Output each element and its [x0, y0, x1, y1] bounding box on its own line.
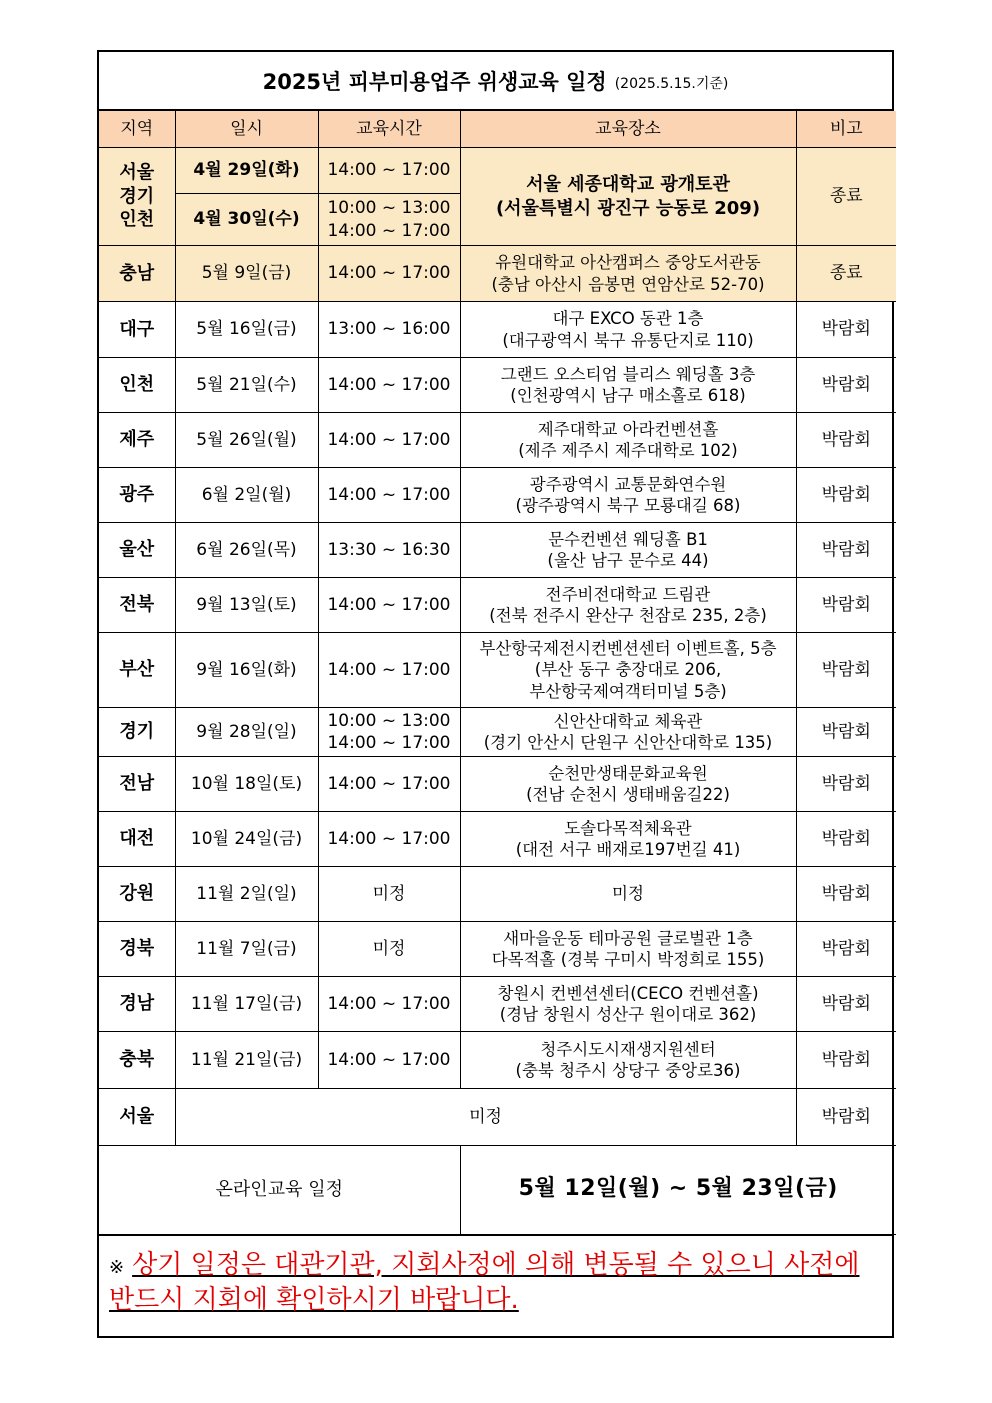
- region-line: 서울: [119, 162, 155, 184]
- venue-line: 문수컨벤션 웨딩홀 B1: [548, 529, 708, 549]
- region-cell: 광주: [99, 468, 175, 523]
- table-row: [99, 413, 896, 468]
- venue-line: (대구광역시 북구 유통단지로 110): [502, 330, 754, 350]
- venue-cell: [460, 977, 796, 1032]
- time-cell: 14:00 ~ 17:00: [318, 812, 460, 867]
- venue-line: (전북 전주시 완산구 천잠로 235, 2층): [489, 606, 767, 625]
- header-date: 일시: [175, 111, 318, 148]
- note-cell: 종료: [796, 148, 896, 246]
- venue-cell: [460, 708, 796, 757]
- date-cell: 6월 26일(목): [175, 523, 318, 578]
- region-cell: 충북: [99, 1032, 175, 1089]
- date-cell: 11월 2일(일): [175, 867, 318, 922]
- note-cell: 박람회: [796, 358, 896, 413]
- venue-cell: [460, 922, 796, 977]
- date-cell: 4월 30일(수): [175, 194, 318, 246]
- table-row: [99, 708, 896, 757]
- table-row: [99, 302, 896, 358]
- table-row: [99, 358, 896, 413]
- venue-line: 부산항국제전시컨벤션센터 이벤트홀, 5층: [479, 638, 777, 658]
- as-of-date: (2025.5.15.기준): [614, 75, 729, 92]
- time-cell: 13:00 ~ 16:00: [318, 302, 460, 358]
- table-row: [99, 1032, 896, 1089]
- region-cell: 강원: [99, 867, 175, 922]
- venue-cell: [460, 413, 796, 468]
- region-cell: 제주: [99, 413, 175, 468]
- note-cell: 박람회: [796, 867, 896, 922]
- region-cell: 충남: [99, 246, 175, 302]
- region-cell: 인천: [99, 358, 175, 413]
- time-cell: [318, 194, 460, 246]
- date-cell: 11월 7일(금): [175, 922, 318, 977]
- note-cell: 박람회: [796, 977, 896, 1032]
- time-line: 14:00 ~ 17:00: [327, 220, 451, 241]
- table-row-done-1: [99, 148, 896, 194]
- time-cell: 14:00 ~ 17:00: [318, 977, 460, 1032]
- online-row: [99, 1145, 896, 1234]
- venue-line: (경기 안산시 단원구 신안산대학로 135): [483, 733, 773, 752]
- venue-line: 부산항국제여객터미널 5층): [529, 681, 727, 701]
- notice-mark: ※: [109, 1256, 125, 1278]
- table-row: [99, 867, 896, 922]
- table-row-chungnam: [99, 246, 896, 302]
- note-cell: 박람회: [796, 1032, 896, 1089]
- venue-line: (대전 서구 배재로197번길 41): [515, 840, 741, 859]
- table-row: [99, 523, 896, 578]
- date-cell: 5월 9일(금): [175, 246, 318, 302]
- region-cell: 전남: [99, 757, 175, 812]
- online-label: 온라인교육 일정: [99, 1145, 460, 1234]
- region-line: 경기: [119, 185, 155, 207]
- region-cell: 대구: [99, 302, 175, 358]
- time-line: 10:00 ~ 13:00: [327, 198, 451, 219]
- table-row: [99, 922, 896, 977]
- venue-cell: [460, 302, 796, 358]
- region-cell: 울산: [99, 523, 175, 578]
- venue-line: 새마을운동 테마공원 글로벌관 1층: [503, 928, 753, 948]
- region-line: 인천: [119, 209, 155, 231]
- region-cell: 부산: [99, 633, 175, 708]
- region-cell: 경남: [99, 977, 175, 1032]
- time-cell: 14:00 ~ 17:00: [318, 358, 460, 413]
- date-cell: 9월 28일(일): [175, 708, 318, 757]
- table-row: [99, 633, 896, 708]
- region-cell: [99, 148, 175, 246]
- date-cell: 10월 24일(금): [175, 812, 318, 867]
- date-cell: 5월 26일(월): [175, 413, 318, 468]
- region-cell: 전북: [99, 578, 175, 633]
- table-row: [99, 977, 896, 1032]
- table-row-seoul: [99, 1089, 896, 1145]
- venue-line: (충남 아산시 음봉면 연암산로 52-70): [491, 274, 765, 294]
- venue-cell: [460, 1032, 796, 1089]
- time-cell: 14:00 ~ 17:00: [318, 578, 460, 633]
- venue-line: 도솔다목적체육관: [564, 818, 692, 838]
- venue-line: (울산 남구 문수로 44): [547, 551, 709, 570]
- note-cell: 박람회: [796, 413, 896, 468]
- tbd-cell: 미정: [175, 1089, 796, 1145]
- date-cell: 10월 18일(토): [175, 757, 318, 812]
- time-cell: 미정: [318, 922, 460, 977]
- note-cell: 박람회: [796, 468, 896, 523]
- venue-line: 광주광역시 교통문화연수원: [529, 474, 727, 494]
- time-cell: 14:00 ~ 17:00: [318, 468, 460, 523]
- date-cell: 4월 29일(화): [175, 148, 318, 194]
- venue-cell: [460, 246, 796, 302]
- venue-line: 그랜드 오스티엄 블리스 웨딩홀 3층: [500, 364, 756, 384]
- venue-cell: [460, 468, 796, 523]
- title-bar: [99, 52, 892, 111]
- date-cell: 11월 17일(금): [175, 977, 318, 1032]
- date-cell: 5월 16일(금): [175, 302, 318, 358]
- note-cell: 박람회: [796, 812, 896, 867]
- header-region: 지역: [99, 111, 175, 148]
- time-cell: 미정: [318, 867, 460, 922]
- table-row: [99, 578, 896, 633]
- venue-cell: [460, 358, 796, 413]
- venue-line: (제주 제주시 제주대학로 102): [518, 441, 738, 460]
- date-cell: 9월 16일(화): [175, 633, 318, 708]
- time-cell: 14:00 ~ 17:00: [318, 633, 460, 708]
- venue-line: 전주비전대학교 드림관: [545, 584, 711, 604]
- header-row: [99, 111, 896, 148]
- date-cell: 6월 2일(월): [175, 468, 318, 523]
- note-cell: 박람회: [796, 922, 896, 977]
- time-line: 10:00 ~ 13:00: [327, 710, 451, 731]
- venue-line: 미정: [612, 884, 644, 904]
- venue-line: 다목적홀 (경북 구미시 박정희로 155): [491, 950, 765, 969]
- venue-cell: [460, 633, 796, 708]
- venue-line: 창원시 컨벤션센터(CECO 컨벤션홀): [497, 983, 759, 1003]
- notice: [99, 1235, 892, 1336]
- note-cell: 박람회: [796, 302, 896, 358]
- venue-line: (서울특별시 광진구 능동로 209): [495, 197, 761, 219]
- table-row: [99, 468, 896, 523]
- venue-line: 유원대학교 아산캠퍼스 중앙도서관동: [495, 253, 761, 273]
- schedule-table: [99, 111, 896, 1089]
- venue-cell: [460, 148, 796, 246]
- venue-line: 신안산대학교 체육관: [553, 711, 703, 731]
- note-cell: 박람회: [796, 1089, 896, 1145]
- venue-line: 순천만생태문화교육원: [548, 763, 708, 783]
- venue-line: (경남 창원시 성산구 원이대로 362): [499, 1005, 757, 1024]
- venue-cell: [460, 578, 796, 633]
- note-cell: 박람회: [796, 523, 896, 578]
- region-cell: 대전: [99, 812, 175, 867]
- venue-cell: [460, 867, 796, 922]
- venue-line: 대구 EXCO 동관 1층: [552, 309, 704, 329]
- venue-line: (광주광역시 북구 모룡대길 68): [515, 496, 741, 515]
- venue-cell: [460, 523, 796, 578]
- venue-line: (전남 순천시 생태배움길22): [526, 785, 730, 804]
- header-note: 비고: [796, 111, 896, 148]
- date-cell: 5월 21일(수): [175, 358, 318, 413]
- time-cell: 14:00 ~ 17:00: [318, 246, 460, 302]
- online-dates: 5월 12일(월) ~ 5월 23일(금): [460, 1145, 896, 1234]
- date-cell: 11월 21일(금): [175, 1032, 318, 1089]
- venue-line: (인천광역시 남구 매소홀로 618): [510, 386, 746, 405]
- note-cell: 종료: [796, 246, 896, 302]
- venue-line: (부산 동구 충장대로 206,: [534, 660, 722, 680]
- venue-line: 제주대학교 아라컨벤션홀: [537, 419, 719, 439]
- notice-text: 상기 일정은 대관기관, 지회사정에 의해 변동될 수 있으니 사전에 반드시 지회에 확인하시기 바랍니다.: [109, 1249, 860, 1315]
- venue-line: (충북 청주시 상당구 중앙로36): [515, 1061, 741, 1080]
- header-time: 교육시간: [318, 111, 460, 148]
- date-cell: 9월 13일(토): [175, 578, 318, 633]
- schedule-frame: [97, 50, 894, 1338]
- footer-table: [99, 1089, 896, 1235]
- header-venue: 교육장소: [460, 111, 796, 148]
- region-cell: 경북: [99, 922, 175, 977]
- time-cell: [318, 708, 460, 757]
- note-cell: 박람회: [796, 633, 896, 708]
- note-cell: 박람회: [796, 578, 896, 633]
- table-row: [99, 757, 896, 812]
- time-cell: 13:30 ~ 16:30: [318, 523, 460, 578]
- table-row: [99, 812, 896, 867]
- time-cell: 14:00 ~ 17:00: [318, 757, 460, 812]
- region-cell: 경기: [99, 708, 175, 757]
- venue-cell: [460, 757, 796, 812]
- note-cell: 박람회: [796, 757, 896, 812]
- venue-line: 서울 세종대학교 광개토관: [526, 174, 730, 196]
- venue-line: 청주시도시재생지원센터: [540, 1039, 716, 1059]
- time-cell: 14:00 ~ 17:00: [318, 1032, 460, 1089]
- page-title: 2025년 피부미용업주 위생교육 일정: [262, 69, 607, 94]
- region-cell: 서울: [99, 1089, 175, 1145]
- venue-cell: [460, 812, 796, 867]
- time-line: 14:00 ~ 17:00: [327, 733, 451, 753]
- time-cell: 14:00 ~ 17:00: [318, 148, 460, 194]
- note-cell: 박람회: [796, 708, 896, 757]
- time-cell: 14:00 ~ 17:00: [318, 413, 460, 468]
